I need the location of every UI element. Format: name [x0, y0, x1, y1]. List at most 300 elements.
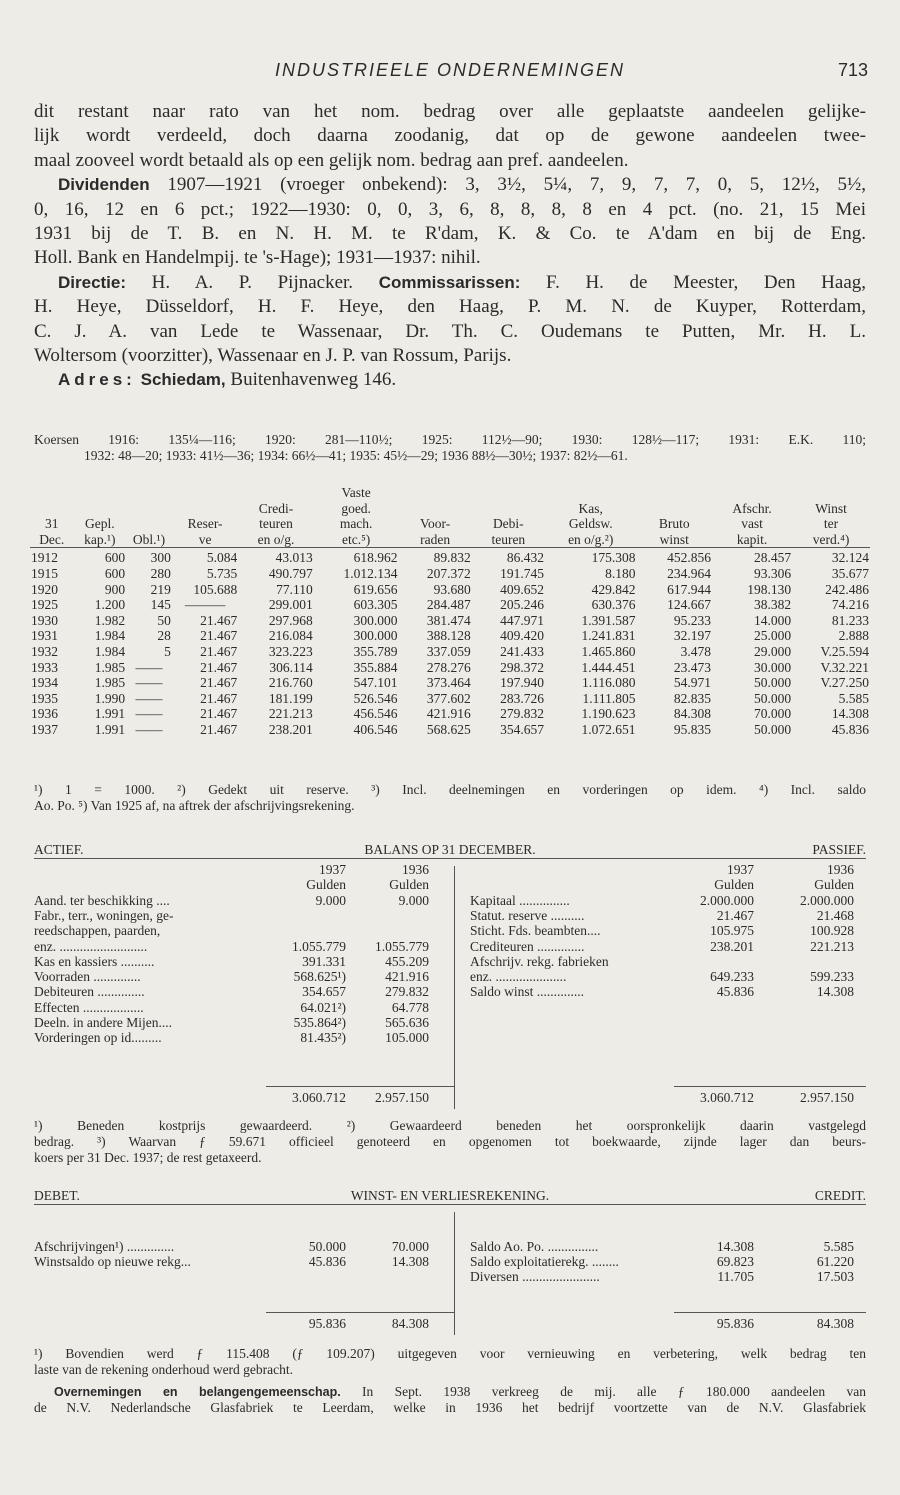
table-cell: 191.745: [500, 565, 544, 581]
table-cell: 70.000: [753, 706, 792, 722]
table-cell: 900: [104, 581, 126, 597]
table-cell: 21.467: [200, 612, 238, 628]
table-cell: 89.832: [398, 548, 471, 566]
table-row: [30, 706, 870, 722]
table-cell: 1.391.587: [581, 612, 636, 628]
table-cell: 617.944: [667, 581, 712, 597]
table-row: [30, 566, 870, 582]
left-item-label: Voorraden ..............: [34, 969, 141, 985]
table-cell: 95.835: [673, 721, 712, 737]
year-header: 1937: [727, 862, 754, 877]
table-cell: 95.233: [673, 612, 712, 628]
table-cell: 1.111.805: [582, 690, 636, 706]
adres-line: [34, 368, 866, 392]
left-item-value-1936: 64.778: [391, 999, 429, 1015]
right-item-label: Sticht. Fds. beambten....: [470, 923, 601, 939]
table-cell: 355.884: [353, 659, 398, 675]
table-cell: 1.984: [94, 628, 126, 644]
table-row: [30, 613, 870, 629]
table-cell: 1915: [31, 565, 58, 581]
column-separator: [454, 866, 455, 1109]
total-rule: [266, 1312, 454, 1313]
table-cell: 181.199: [268, 690, 313, 706]
table-row: [30, 644, 870, 660]
right-item-label: Saldo winst ..............: [470, 984, 585, 1000]
right-item-value-1936: 100.928: [810, 923, 854, 939]
right-item-label: Saldo Ao. Po. ...............: [470, 1238, 599, 1254]
table-cell: 28.457: [712, 548, 792, 566]
table-cell: 21.467: [200, 721, 238, 737]
left-item-value-1936: 105.000: [385, 1030, 429, 1046]
unit-header: Gulden: [306, 877, 346, 893]
table-cell: 5.735: [206, 565, 238, 581]
overnemingen-line: de N.V. Nederlandsche Glasfabriek te Leerdam, welke in 1936 het bedrijf voortzette van de N.V. Glasfabriek: [34, 1400, 866, 1415]
table-cell: 93.306: [753, 565, 792, 581]
table-cell: 23.473: [673, 659, 712, 675]
left-item-label: enz. ..........................: [34, 938, 148, 954]
page-header: [0, 60, 900, 90]
table-cell: 388.128: [426, 628, 471, 644]
table-cell: 1936: [31, 706, 58, 722]
koersen-line: 1932: 48—20; 1933: 41½—36; 1934: 66½—41; 1935: 45½—29; 1936 88½—30½; 1937: 82½—61.: [84, 448, 628, 463]
table-cell: 1.190.623: [581, 706, 636, 722]
table-cell: 54.971: [673, 675, 712, 691]
table-cell: 337.059: [426, 643, 471, 659]
left-item-label: Debiteuren ..............: [34, 984, 145, 1000]
table-cell: 38.382: [753, 597, 792, 613]
unit-header: Gulden: [389, 877, 429, 893]
right-item-value-1937: 69.823: [716, 1253, 754, 1269]
table-cell: 124.667: [667, 597, 712, 613]
right-item-value-1937: 105.975: [710, 923, 754, 939]
table-cell: 145: [150, 597, 171, 613]
right-item-label: Statut. reserve ..........: [470, 907, 585, 923]
text-line: dit restant naar rato van het nom. bedrag over alle geplaatste aandeelen gelijke-: [34, 101, 866, 122]
total-value: 95.836: [308, 1316, 346, 1331]
table-cell: 279.832: [500, 706, 544, 722]
table-cell: 373.464: [426, 675, 471, 691]
footnote-line: Ao. Po. ⁵) Van 1925 af, na aftrek der afschrijvingsrekening.: [34, 798, 355, 813]
table-cell: 21.467: [200, 643, 238, 659]
table-cell: ——: [135, 706, 163, 722]
text-line: C. J. A. van Lede te Wassenaar, Dr. Th. C. Oudemans te Putten, Mr. H. L.: [34, 320, 866, 342]
right-item-value-1936: 221.213: [810, 938, 854, 954]
left-item-value-1937: 45.836: [308, 1253, 346, 1269]
commissarissen-label: Commissarissen:: [378, 272, 521, 292]
table-cell: 198.130: [747, 581, 792, 597]
table-cell: 618.962: [314, 548, 399, 566]
table-cell: 1935: [31, 690, 58, 706]
table-cell: 82.835: [673, 690, 712, 706]
table-cell: V.27.250: [820, 675, 869, 691]
left-item-label: reedschappen, paarden,: [34, 923, 161, 939]
table-cell: 219: [150, 581, 171, 597]
table-cell: 526.546: [353, 690, 398, 706]
table-cell: 490.797: [268, 565, 313, 581]
footnote-line: ¹) 1 = 1000. ²) Gedekt uit reserve. ³) Incl. deelnemingen en vorderingen op idem. ⁴) Incl. saldo: [34, 782, 866, 797]
table-cell: 1.985: [94, 659, 126, 675]
text-line: H. Heye, Düsseldorf, H. F. Heye, den Haag, P. M. N. de Kuyper, Rotterdam,: [34, 296, 866, 318]
table-cell: 283.726: [500, 690, 544, 706]
table-row: [30, 582, 870, 598]
table-cell: 456.546: [353, 706, 398, 722]
table-row: [30, 691, 870, 707]
left-item-value-1936: 565.636: [385, 1015, 429, 1030]
column-header: Credi- teuren en o/g.: [257, 500, 295, 547]
table-cell: 447.971: [500, 612, 544, 628]
table-cell: 1912: [30, 548, 73, 566]
left-item-value-1936: 1.055.779: [375, 938, 429, 954]
adres-street: Buitenhavenweg 146.: [225, 369, 397, 391]
balance-sheet: [34, 842, 866, 1110]
table-cell: V.25.594: [820, 643, 869, 659]
directie-line: [34, 271, 866, 295]
table-cell: 300: [126, 548, 172, 566]
table-cell: 93.680: [433, 581, 471, 597]
table-cell: 3.478: [680, 643, 712, 659]
left-item-value-1937: 535.864²): [293, 1015, 346, 1030]
right-item-value-1936: 21.468: [816, 907, 854, 923]
table-cell: 1.072.651: [581, 721, 636, 737]
left-item-label: Kas en kassiers ..........: [34, 953, 155, 969]
left-item-label: Effecten ..................: [34, 999, 144, 1015]
table-cell: 2.888: [838, 628, 869, 644]
left-item-label: Deeln. in andere Mijen....: [34, 1015, 172, 1030]
table-cell: 1.990: [94, 690, 126, 706]
overnemingen-text: In Sept. 1938 verkreeg de mij. alle ƒ 180.000 aandeelen van: [340, 1384, 866, 1399]
table-cell: 50.000: [753, 690, 792, 706]
total-value: 3.060.712: [700, 1090, 754, 1105]
table-header-row: [30, 485, 870, 548]
column-separator: [454, 1212, 455, 1335]
table-cell: 81.233: [831, 612, 869, 628]
table-cell: 409.420: [500, 628, 544, 644]
table-cell: 1.116.080: [581, 675, 636, 691]
text-line: Woltersom (voorzitter), Wassenaar en J. P. van Rossum, Parijs.: [34, 344, 512, 366]
page-number: 713: [837, 60, 868, 80]
table-cell: 84.308: [673, 706, 712, 722]
table-cell: 21.467: [200, 628, 238, 644]
column-header: Voor- raden: [419, 516, 451, 547]
table-cell: 5.084: [172, 548, 238, 566]
left-item-value-1937: 568.625¹): [293, 969, 346, 985]
right-item-label: Crediteuren ..............: [470, 938, 585, 954]
table-cell: 205.246: [500, 597, 544, 613]
left-item-value-1936: 455.209: [385, 953, 429, 969]
table-cell: 1925: [31, 597, 58, 613]
profit-loss-account: [34, 1188, 866, 1336]
left-item-label: Aand. ter beschikking ....: [34, 892, 170, 908]
table-cell: 1.465.860: [581, 643, 636, 659]
divider: [34, 1204, 866, 1205]
table-cell: 1.985: [94, 675, 126, 691]
text-line: lijk wordt verdeeld, doch daarna zoodanig, dat op de gewone aandeelen twee-: [34, 125, 866, 147]
table-cell: 241.433: [500, 643, 544, 659]
table-cell: 354.657: [500, 721, 544, 737]
right-item-value-1937: 238.201: [710, 938, 754, 954]
left-item-value-1937: 81.435²): [300, 1030, 346, 1046]
left-item-value-1937: 354.657: [302, 984, 346, 1000]
left-item-value-1936: 421.916: [385, 969, 429, 985]
table-cell: 77.110: [276, 581, 313, 597]
right-label: PASSIEF.: [812, 842, 866, 857]
table-cell: 300.000: [353, 612, 398, 628]
right-item-label: Afschrijv. rekg. fabrieken: [470, 953, 609, 969]
adres-city: Schiedam,: [140, 370, 226, 390]
overnemingen-line: [34, 1384, 866, 1400]
table-cell: 50: [157, 612, 171, 628]
table-cell: 406.546: [353, 721, 398, 737]
table-cell: ———: [184, 597, 226, 613]
table-cell: 216.760: [268, 675, 313, 691]
table-cell: 21.467: [200, 675, 238, 691]
table-cell: 1920: [31, 581, 58, 597]
unit-header: Gulden: [714, 877, 754, 893]
right-item-label: Kapitaal ...............: [470, 892, 570, 908]
total-value: 2.957.150: [375, 1090, 429, 1105]
table-cell: 21.467: [200, 690, 238, 706]
right-item-label: Diversen .......................: [470, 1269, 600, 1285]
table-cell: 35.677: [831, 565, 869, 581]
left-item-value-1937: 9.000: [315, 892, 346, 908]
left-item-label: Fabr., terr., woningen, ge-: [34, 907, 174, 923]
table-cell: 86.432: [472, 548, 545, 566]
table-cell: 25.000: [753, 628, 792, 644]
right-item-value-1936: 2.000.000: [800, 892, 854, 908]
running-title: INDUSTRIEELE ONDERNEMINGEN: [274, 60, 626, 80]
total-value: 84.308: [391, 1316, 429, 1331]
table-cell: 14.308: [831, 706, 869, 722]
directie-label: Directie:: [58, 272, 127, 292]
table-cell: 298.372: [500, 659, 544, 675]
text-line: F. H. de Meester, Den Haag,: [520, 271, 866, 293]
footnote-line: ¹) Bovendien werd ƒ 115.408 (ƒ 109.207) uitgegeven voor vernieuwing en verbetering, welk bedrag ten: [34, 1346, 866, 1361]
table-cell: 8.180: [605, 565, 636, 581]
left-item-value-1936: 14.308: [391, 1253, 429, 1269]
overnemingen: [34, 1384, 866, 1416]
table-row: [30, 548, 870, 566]
right-item-value-1936: 17.503: [816, 1269, 854, 1285]
text-line: maal zooveel wordt betaald als op een gelijk nom. bedrag aan pref. aandeelen.: [34, 149, 629, 171]
table-cell: 452.856: [636, 548, 712, 566]
right-item-value-1937: 649.233: [710, 969, 754, 985]
column-header: Bruto winst: [658, 516, 690, 547]
total-value: 2.957.150: [800, 1090, 854, 1105]
total-value: 3.060.712: [292, 1090, 346, 1105]
table-row: [30, 660, 870, 676]
table-cell: ——: [135, 675, 163, 691]
table-cell: 421.916: [426, 706, 471, 722]
footnote-line: ¹) Beneden kostprijs gewaardeerd. ²) Gewaardeerd beneden het oorspronkelijk daarin vastgelegd: [34, 1118, 866, 1133]
table-cell: 355.789: [353, 643, 398, 659]
table-cell: V.32.221: [820, 659, 869, 675]
right-item-value-1937: 21.467: [716, 907, 754, 923]
table-cell: 32.124: [792, 548, 870, 566]
overnemingen-label: Overnemingen en belangengemeenschap.: [54, 1385, 341, 1399]
table-cell: 50.000: [753, 721, 792, 737]
column-header: Afschr. vast kapit.: [732, 500, 772, 547]
right-item-value-1936: 61.220: [816, 1253, 854, 1269]
column-header: Obl.¹): [132, 531, 166, 547]
text-line: 1931 bij de T. B. en N. H. M. te R'dam, K. & Co. te A'dam en bij de Eng.: [34, 222, 866, 244]
table-cell: 216.084: [268, 628, 313, 644]
left-item-value-1936: 9.000: [398, 892, 429, 908]
left-item-value-1937: 50.000: [308, 1238, 346, 1254]
table-cell: 381.474: [426, 612, 471, 628]
text-line: 1907—1921 (vroeger onbekend): 3, 3½, 5¼, 7, 9, 7, 7, 0, 5, 12½, 5½,: [149, 174, 866, 196]
table-cell: 278.276: [426, 659, 471, 675]
column-header: Kas, Geldsw. en o/g.²): [568, 500, 614, 547]
total-value: 95.836: [716, 1316, 754, 1331]
column-header: Gepl. kap.¹): [84, 516, 116, 547]
column-header: Vaste goed. mach. etc.⁵): [339, 485, 373, 547]
table-cell: 603.305: [353, 597, 398, 613]
table-cell: 50.000: [753, 675, 792, 691]
table-cell: 21.467: [200, 706, 238, 722]
total-rule: [674, 1312, 866, 1313]
table-cell: 306.114: [269, 659, 313, 675]
table-cell: 299.001: [268, 597, 313, 613]
footnote-line: bedrag. ³) Waarvan ƒ 59.671 officieel genoteerd en opgenomen tot boekwaarde, zijnde lager dan beurs-: [34, 1134, 866, 1149]
column-header: Reser- ve: [187, 516, 223, 547]
table-cell: 1.241.831: [581, 628, 636, 644]
left-label: ACTIEF.: [34, 842, 84, 857]
total-rule: [674, 1086, 866, 1087]
table-cell: ——: [135, 690, 163, 706]
right-label: CREDIT.: [814, 1188, 866, 1203]
table-cell: 1.200: [94, 597, 126, 613]
table-cell: 29.000: [753, 643, 792, 659]
left-item-label: Vorderingen op id.........: [34, 1030, 162, 1046]
table-cell: 197.940: [500, 675, 544, 691]
total-rule: [266, 1086, 454, 1087]
table-cell: 1.982: [94, 612, 126, 628]
table-cell: 323.223: [268, 643, 313, 659]
table-cell: 5.585: [838, 690, 869, 706]
right-item-label: Saldo exploitatierekg. ........: [470, 1253, 619, 1269]
right-item-value-1937: 2.000.000: [700, 892, 754, 908]
table-cell: 1.444.451: [581, 659, 636, 675]
table-cell: 234.964: [667, 565, 712, 581]
table-cell: 1937: [31, 721, 58, 737]
table-cell: 105.688: [193, 581, 238, 597]
table-cell: 45.836: [831, 721, 869, 737]
table-cell: 238.201: [268, 721, 313, 737]
table-cell: 32.197: [673, 628, 712, 644]
table-cell: ——: [135, 659, 163, 675]
table-cell: 74.216: [831, 597, 869, 613]
divider: [34, 858, 866, 859]
table-cell: 1931: [31, 628, 58, 644]
right-item-value-1936: 14.308: [816, 984, 854, 1000]
column-header: Winst ter verd.⁴): [812, 500, 850, 547]
year-header: 1936: [402, 862, 429, 877]
table-row: [30, 628, 870, 644]
total-value: 84.308: [816, 1316, 854, 1331]
footnote-line: koers per 31 Dec. 1937; de rest getaxeerd.: [34, 1150, 262, 1165]
left-item-value-1937: 64.021²): [300, 999, 346, 1015]
right-item-value-1937: 45.836: [716, 984, 754, 1000]
table-cell: 300.000: [353, 628, 398, 644]
table-cell: 14.000: [753, 612, 792, 628]
table-cell: 1933: [31, 659, 58, 675]
table-cell: 1.991: [94, 706, 126, 722]
right-item-label: enz. .....................: [470, 969, 567, 985]
table-cell: 547.101: [353, 675, 398, 691]
table-cell: 242.486: [825, 581, 869, 597]
balance-footnote: [34, 1118, 866, 1166]
left-item-value-1936: 279.832: [385, 984, 429, 1000]
table-row: [30, 675, 870, 691]
table-cell: 630.376: [591, 597, 636, 613]
table-cell: 43.013: [238, 548, 314, 566]
table-footnote: [34, 782, 866, 814]
koersen-line: Koersen 1916: 135¼—116; 1920: 281—110½; 1925: 112½—90; 1930: 128½—117; 1931: E.K. 110;: [34, 432, 866, 447]
table-cell: 429.842: [591, 581, 636, 597]
table-cell: 297.968: [268, 612, 313, 628]
table-cell: 377.602: [426, 690, 471, 706]
left-item-value-1937: 1.055.779: [292, 938, 346, 954]
table-row: [30, 597, 870, 613]
table-cell: 5: [164, 643, 171, 659]
text-line: Holl. Bank en Handelmpij. te 's-Hage); 1931—1937: nihil.: [34, 247, 481, 269]
right-item-value-1937: 14.308: [716, 1238, 754, 1254]
table-cell: 28: [157, 628, 171, 644]
table-cell: 409.652: [500, 581, 544, 597]
left-item-value-1936: 70.000: [391, 1238, 429, 1254]
column-header: 31 Dec.: [39, 516, 65, 547]
table-cell: 1934: [31, 675, 58, 691]
dividenden-label: Dividenden: [58, 175, 150, 195]
text-line: 0, 16, 12 en 6 pct.; 1922—1930: 0, 0, 3, 6, 8, 8, 8, 8 en 4 pct. (no. 21, 15 Mei: [34, 198, 866, 220]
table-cell: 619.656: [353, 581, 398, 597]
table-cell: 280: [150, 565, 171, 581]
table-cell: 1.012.134: [343, 565, 398, 581]
dividenden-line: [34, 173, 866, 197]
table-cell: 30.000: [753, 659, 792, 675]
right-item-value-1937: 11.705: [717, 1269, 754, 1285]
right-item-value-1936: 5.585: [823, 1238, 854, 1254]
left-item-value-1937: 391.331: [302, 953, 346, 969]
account-title: WINST- EN VERLIESREKENING.: [350, 1188, 550, 1203]
table-cell: 600: [104, 565, 126, 581]
table-cell: 175.308: [545, 548, 637, 566]
winst-footnote: [34, 1346, 866, 1378]
adres-label: Adres:: [58, 370, 136, 390]
financial-table: [30, 485, 870, 738]
table-cell: ——: [135, 721, 163, 737]
account-title: BALANS OP 31 DECEMBER.: [364, 842, 536, 857]
koersen: [34, 432, 866, 464]
table-cell: 1932: [31, 643, 58, 659]
intro-text: [34, 100, 866, 393]
table-cell: 284.487: [426, 597, 471, 613]
left-item-label: Afschrijvingen¹) ..............: [34, 1238, 175, 1254]
table-cell: 568.625: [426, 721, 471, 737]
table-cell: 600: [73, 548, 126, 566]
table-cell: 21.467: [200, 659, 238, 675]
table-row: [30, 722, 870, 738]
table-cell: 1930: [31, 612, 58, 628]
left-item-label: Winstsaldo op nieuwe rekg...: [34, 1253, 191, 1269]
footnote-line: laste van de rekening onderhoud werd gebracht.: [34, 1362, 294, 1377]
table-cell: 207.372: [426, 565, 471, 581]
unit-header: Gulden: [814, 877, 854, 893]
left-label: DEBET.: [34, 1188, 80, 1203]
table-cell: 1.991: [94, 721, 126, 737]
table-cell: 221.213: [268, 706, 313, 722]
right-item-value-1936: 599.233: [810, 969, 854, 985]
